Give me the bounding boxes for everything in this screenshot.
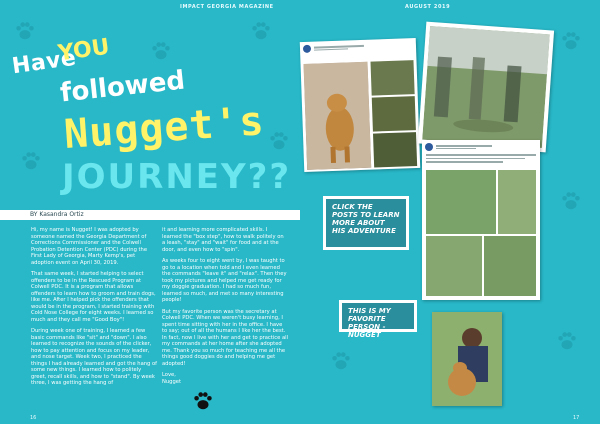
paw-print-icon: [150, 40, 172, 62]
training-photo: [426, 236, 482, 296]
title-journey: JOURNEY??: [62, 157, 292, 197]
paragraph: it and learning more complicated skills. I learned the "box step", how to walk politely on a leash, "stay" and "wait" for food and at the door, and even how to "spin".: [162, 227, 284, 253]
dog-photo: [304, 62, 372, 170]
paw-print-icon: [560, 190, 582, 212]
training-photo: [484, 236, 536, 296]
page-number-left: 16: [30, 415, 37, 421]
facebook-post-2[interactable]: [418, 22, 554, 153]
training-photo: [426, 170, 496, 234]
post-text-lines: [422, 154, 540, 163]
page-number-right: 17: [573, 415, 580, 421]
paw-signature-icon: [192, 389, 214, 413]
facebook-post-1[interactable]: [300, 38, 420, 172]
title-have: Have: [10, 45, 78, 80]
signoff: Love, Nugget: [162, 372, 181, 385]
paw-print-icon: [268, 130, 290, 152]
article-column-1: [31, 227, 157, 392]
paragraph: During week one of training, I learned a few basic commands like "sit" and "down". I also learned to recognize the sounds of the clicker, how to pay attention and focus on my leader, and nose target. Week two, I practiced the things I had already learned and got the hang of some new things. I learned how to politely greet, recall skills, and how to "stand". By week three, I was getting the hang of: [31, 328, 157, 386]
avatar: [303, 45, 311, 53]
title-nugget: Nugget's: [62, 98, 267, 158]
post-header: [422, 140, 540, 154]
callout-favorite-person: THIS IS MY FAVORITE PERSON -NUGGET: [339, 300, 417, 332]
paragraph: As weeks four to eight went by, I was taught to go to a location when told and I even learned the commands "leave it" and "relax". Then they took my pictures and helped me get ready for my doggie graduation. I had so much fun, learned so much, and met so many interesting people!: [162, 258, 287, 303]
callout-posts: CLICK THE POSTS TO LEARN MORE ABOUT HIS ADVENTURE: [323, 196, 409, 250]
paw-print-icon: [556, 330, 578, 352]
paw-print-icon: [250, 20, 272, 42]
event-photo: [422, 26, 550, 148]
article-column-2: [162, 227, 288, 390]
dog-photo: [373, 132, 417, 167]
training-photo: [498, 170, 536, 234]
paw-print-icon: [560, 30, 582, 52]
paw-print-icon: [330, 350, 352, 372]
paw-print-icon: [20, 150, 42, 172]
issue-date: AUGUST 2019: [405, 4, 451, 10]
title-you: YOU: [56, 34, 112, 67]
paw-print-icon: [14, 20, 36, 42]
favorite-person-photo[interactable]: [432, 312, 502, 406]
dog-photo: [370, 60, 414, 95]
post-header: [300, 38, 416, 56]
avatar: [425, 143, 433, 151]
paragraph: That same week, I started helping to select offenders to be in the Rescued Program at Colwell PDC. It is a program that allows offenders to learn how to groom and train dogs, like me. After I helped pick the offenders that would be in the program, I started training with Cold Nose College for eight weeks. I learned so much and they call me "Good Boy"!: [31, 271, 156, 323]
paragraph: But my favorite person was the secretary at Colwell PDC. When we weren't busy learning, I spent time sitting with her in the office. I have to say; out of all the humans I like her the best. In fact, now I live with her and get to practice all my commands at her home after she adopted me. Thank you so much for teaching me all the things good doggies do and helping me get adopted!: [162, 308, 289, 367]
facebook-post-3[interactable]: [422, 140, 540, 300]
paragraph: Hi, my name is Nugget! I was adopted by someone named the Georgia Department of Corrections Commissioner and the Colwell Probation Detention Center (PDC) during the First Lady of Georgia, Marty Kemp's, pet adoption event on April 30, 2019.: [31, 227, 148, 266]
dog-photo: [372, 96, 416, 131]
title-followed: followed: [58, 65, 187, 109]
magazine-name: IMPACT GEORGIA MAGAZINE: [180, 4, 274, 10]
byline: BY Kasandra Ortiz: [30, 211, 84, 218]
